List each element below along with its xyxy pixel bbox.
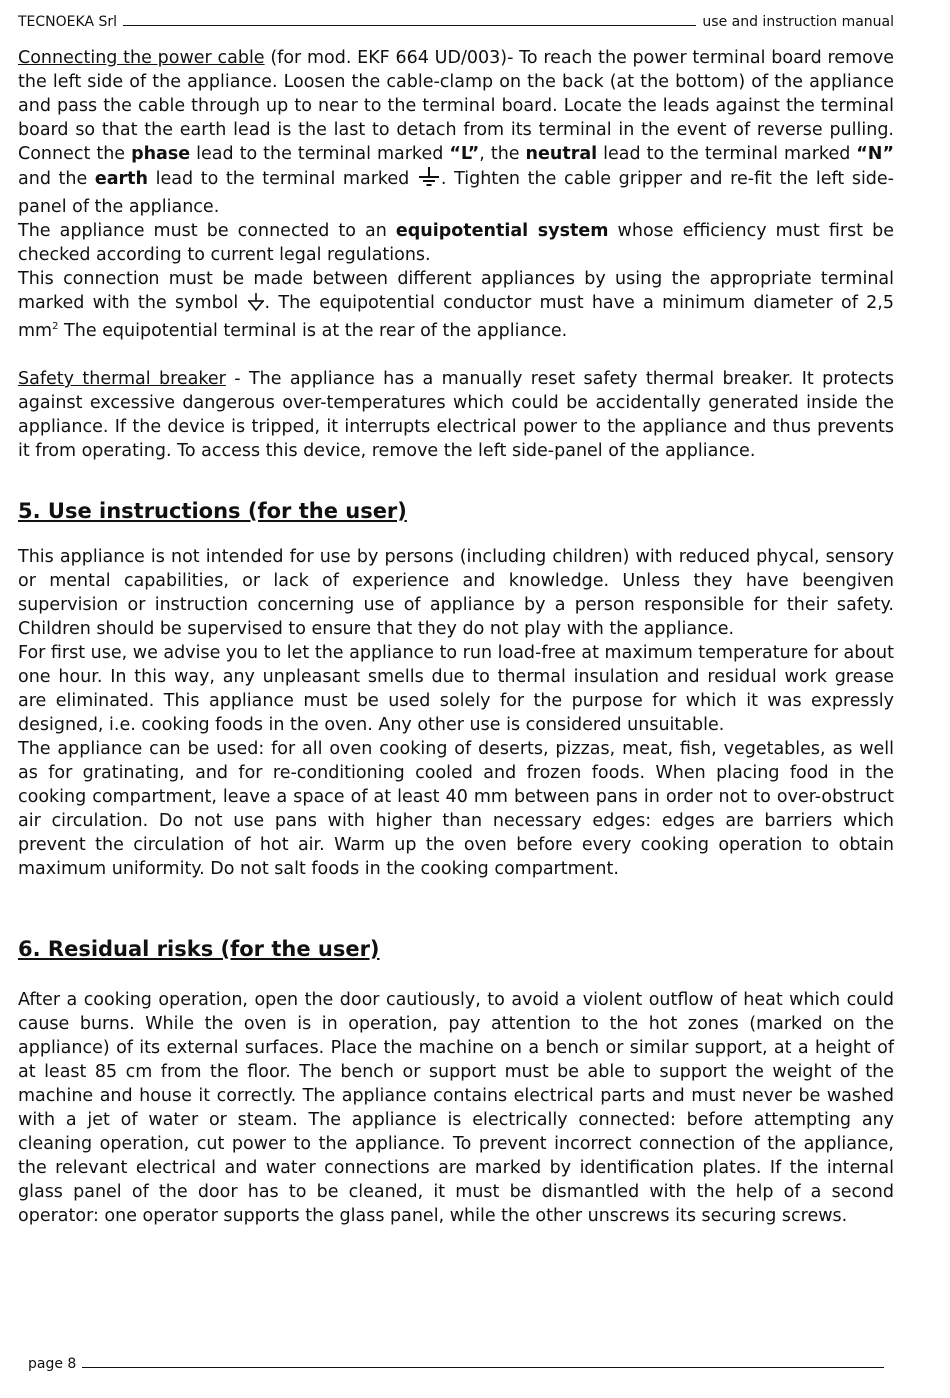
power-text-6: lead to the terminal marked bbox=[148, 169, 417, 189]
equip-text-3: This connection must be made between different appliances by using the appropriate terminal marked with the symbol bbox=[18, 269, 894, 313]
equip-text-1: The appliance must be connected to an bbox=[18, 221, 396, 241]
equipotential-paragraph-1 bbox=[18, 219, 894, 267]
superscript-2: 2 bbox=[52, 321, 59, 333]
header-rule bbox=[123, 25, 696, 26]
section-6-title: 6. Residual risks (for the user) bbox=[18, 937, 380, 961]
thermal-breaker-paragraph bbox=[18, 367, 894, 463]
page-header bbox=[18, 8, 894, 30]
power-text-4: lead to the terminal marked bbox=[597, 144, 857, 164]
section-5-paragraph-3: The appliance can be used: for all oven cooking of deserts, pizzas, meat, fish, vegetables, as well as for gratinating, and for re-conditioning cooled and frozen foods. When placing food in the cooking compartment, leave a space of at least 40 mm between pans in order not to over-obstruct air circulation. Do not use pans with higher than necessary edges: edges are barriers which prevent the circulation of hot air. Warm up the oven before every cooking operation to obtain maximum uniformity. Do not salt foods in the cooking compartment. bbox=[18, 739, 894, 879]
equip-text-2: whose efficiency must first be checked according to current legal regulations. bbox=[18, 221, 894, 265]
header-company: TECNOEKA Srl bbox=[18, 14, 118, 30]
equip-text-4: . The equipotential conductor must have a minimum diameter of 2,5 mm bbox=[18, 293, 894, 341]
power-text-5: and the bbox=[18, 169, 95, 189]
section-5-title: 5. Use instructions (for the user) bbox=[18, 499, 407, 523]
equipotential-icon bbox=[247, 292, 265, 319]
power-text-7: . Tighten the cable gripper and re-fit the left side-panel of the appliance. bbox=[18, 169, 894, 217]
section-5-paragraph-2: For first use, we advise you to let the appliance to run load-free at maximum temperature for about one hour. In this way, any unpleasant smells due to thermal insulation and residual work grease are eliminated. This appliance must be used solely for the purpose for which it was expressly designed, i.e. cooking foods in the oven. Any other use is considered unsuitable. bbox=[18, 643, 894, 735]
thermal-breaker-heading: Safety thermal breaker bbox=[18, 369, 226, 389]
page-number: page 8 bbox=[28, 1356, 77, 1372]
power-cable-heading: Connecting the power cable bbox=[18, 48, 265, 68]
power-cable-paragraph bbox=[18, 46, 894, 219]
thermal-breaker-text: - The appliance has a manually reset safety thermal breaker. It protects against excessive dangerous over-temperatures which could be accidentally generated inside the appliance. If the device is tripped, it interrupts electrical power to the appliance and thus prevents it from operating. To access this device, remove the left side-panel of the appliance. bbox=[18, 369, 894, 461]
terminal-L: “L” bbox=[449, 144, 480, 164]
equipotential-system-term: equipotential system bbox=[395, 221, 609, 241]
spacer bbox=[18, 343, 894, 367]
spacer bbox=[18, 463, 894, 497]
power-text-2: lead to the terminal marked bbox=[190, 144, 450, 164]
earth-ground-icon bbox=[417, 166, 441, 195]
terminal-N: “N” bbox=[856, 144, 894, 164]
header-manual-title: use and instruction manual bbox=[702, 14, 894, 30]
power-text-1: (for mod. EKF 664 UD/003)- To reach the power terminal board remove the left side of the appliance. Loosen the cable-clamp on the back (at the bottom) of the appliance and pass the cable through up to near to the terminal board. Locate the leads against the terminal board so that the earth lead is the last to detach from its terminal in the event of reverse pulling. Connect the bbox=[18, 48, 894, 164]
page-content bbox=[18, 46, 894, 1228]
spacer bbox=[18, 525, 894, 545]
spacer bbox=[18, 881, 894, 935]
equip-text-5: The equipotential terminal is at the rear of the appliance. bbox=[58, 321, 568, 341]
footer-rule bbox=[82, 1367, 884, 1368]
earth-term: earth bbox=[94, 169, 149, 189]
section-6-paragraph-1: After a cooking operation, open the door cautiously, to avoid a violent outflow of heat which could cause burns. While the oven is in operation, pay attention to the hot zones (marked on the appliance) of its external surfaces. Place the machine on a bench or similar support, at a height of at least 85 cm from the floor. The bench or support must be able to support the weight of the machine and house it correctly. The appliance contains electrical parts and must never be washed with a jet of water or steam. The appliance is electrically connected: before attempting any cleaning operation, cut power to the appliance. To prevent incorrect connection of the appliance, the relevant electrical and water connections are marked by identification plates. If the internal glass panel of the door has to be cleaned, it must be dismantled with the help of a second operator: one operator supports the glass panel, while the other unscrews its securing screws. bbox=[18, 990, 894, 1226]
power-text-3: , the bbox=[479, 144, 526, 164]
equipotential-paragraph-2 bbox=[18, 267, 894, 343]
page-footer bbox=[28, 1350, 884, 1372]
phase-term: phase bbox=[131, 144, 191, 164]
spacer bbox=[18, 963, 894, 988]
neutral-term: neutral bbox=[525, 144, 598, 164]
section-5-paragraph-1: This appliance is not intended for use by persons (including children) with reduced phycal, sensory or mental capabilities, or lack of experience and knowledge. Unless they have beengiven supervision or instruction concerning use of appliance by a person responsible for their safety. Children should be supervised to ensure that they do not play with the appliance. bbox=[18, 547, 894, 639]
